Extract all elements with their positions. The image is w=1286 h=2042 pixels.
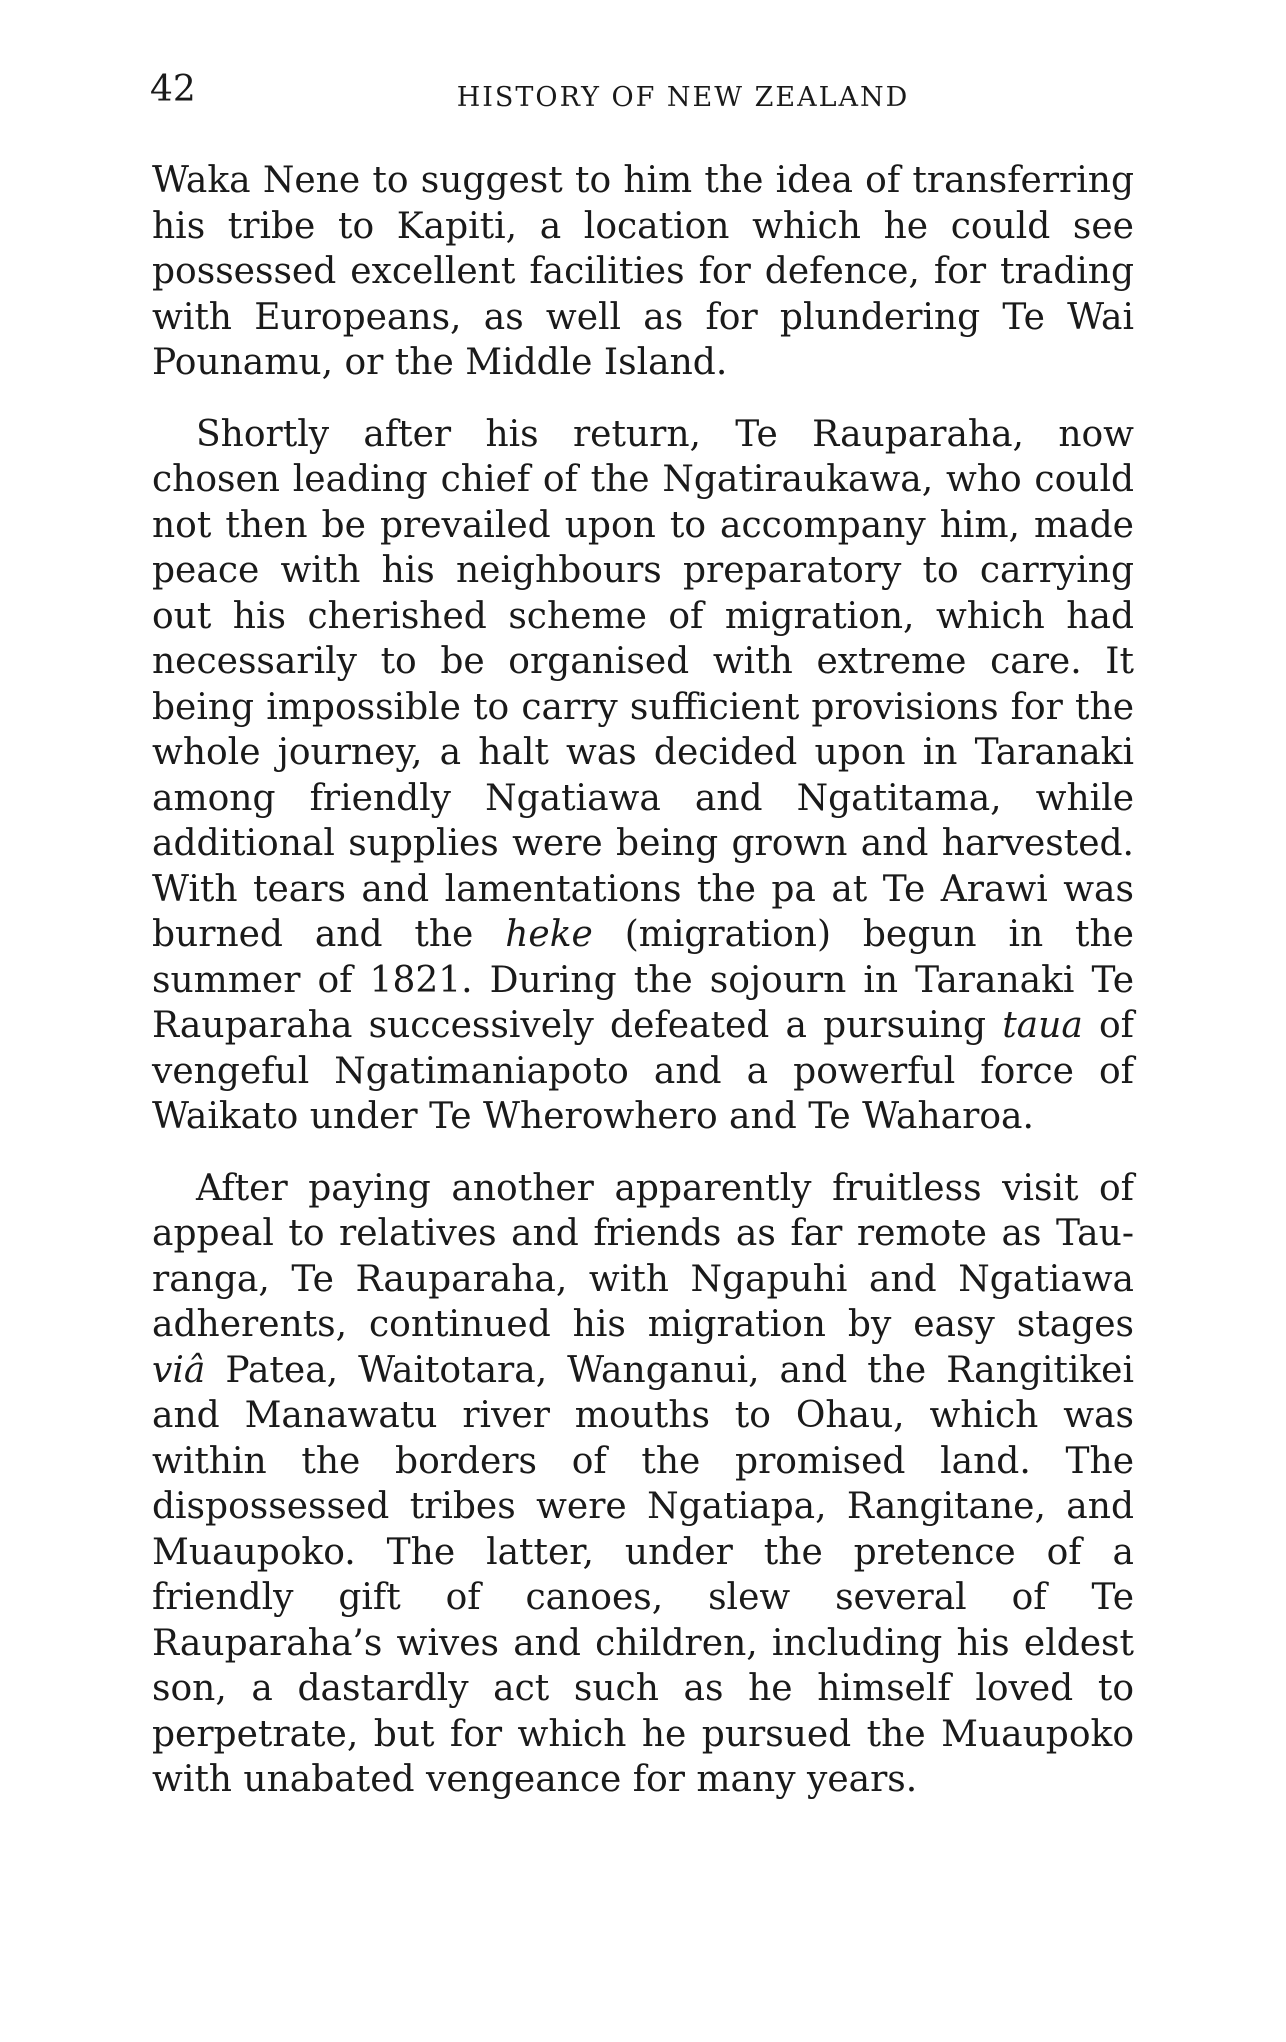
italic-word-via: viâ bbox=[152, 1349, 206, 1391]
paragraph-3-text: After paying another apparently fruitless visit of appeal to relatives and friends as far remote as Tauranga, Te Rauparaha, with Ngapuhi and Ngatiawa adherents, continued his migration by easy stages bbox=[152, 1167, 1134, 1345]
running-head: HISTORY OF NEW ZEALAND bbox=[456, 82, 910, 113]
paragraph-2-text: Shortly after his return, Te Rauparaha, now chosen leading chief of the Ngatiraukawa, who could not then be prevailed upon to accompany him, made peace with his neighbours preparatory to carrying out his cherished scheme of migration, which had necessarily to be organised with extreme care. It being impossible to carry sufficient provisions for the whole journey, a halt was decided upon in Taranaki among friendly Ngatiawa and Ngatitama, while additional supplies were being grown and harvested. With tears and lamentations the pa at Te Arawi was burned and the bbox=[152, 413, 1134, 955]
italic-word-heke: heke bbox=[505, 914, 593, 955]
body-text bbox=[152, 158, 1134, 1803]
paragraph-1-text: Waka Nene to suggest to him the idea of transferring his tribe to Kapiti, a location which he could see possessed excellent facilities for defence, for trading with Europeans, as well as for plundering Te Wai Pounamu, or the Middle Island. bbox=[152, 160, 1134, 383]
paragraph-1 bbox=[152, 158, 1134, 386]
italic-word-taua: taua bbox=[1002, 1005, 1083, 1046]
page-number: 42 bbox=[150, 69, 196, 110]
paragraph-3-text: Patea, Waitotara, Wanganui, and the Rangitikei and Manawatu river mouths to Ohau, which was within the borders of the promised land. The dispossessed tribes were Ngatiapa, Rangitane, and Muaupoko. The latter, under the pretence of a friendly gift of canoes, slew several of Te Rauparaha’s wives and children, including his eldest son, a dastardly act such as he himself loved to perpetrate, but for which he pursued the Muaupoko with unabated vengeance for many years. bbox=[152, 1349, 1134, 1800]
paragraph-2-text: (migration) begun in the summer of 1821. During the sojourn in Taranaki Te Rauparaha successively defeated a pursuing bbox=[152, 914, 1134, 1046]
paragraph-2-text: of vengeful Ngatimaniapoto and a powerful force of Waikato under Te Wherowhero and Te Waharoa. bbox=[152, 1005, 1134, 1137]
paragraph-3 bbox=[152, 1166, 1134, 1803]
paragraph-2 bbox=[152, 412, 1134, 1140]
